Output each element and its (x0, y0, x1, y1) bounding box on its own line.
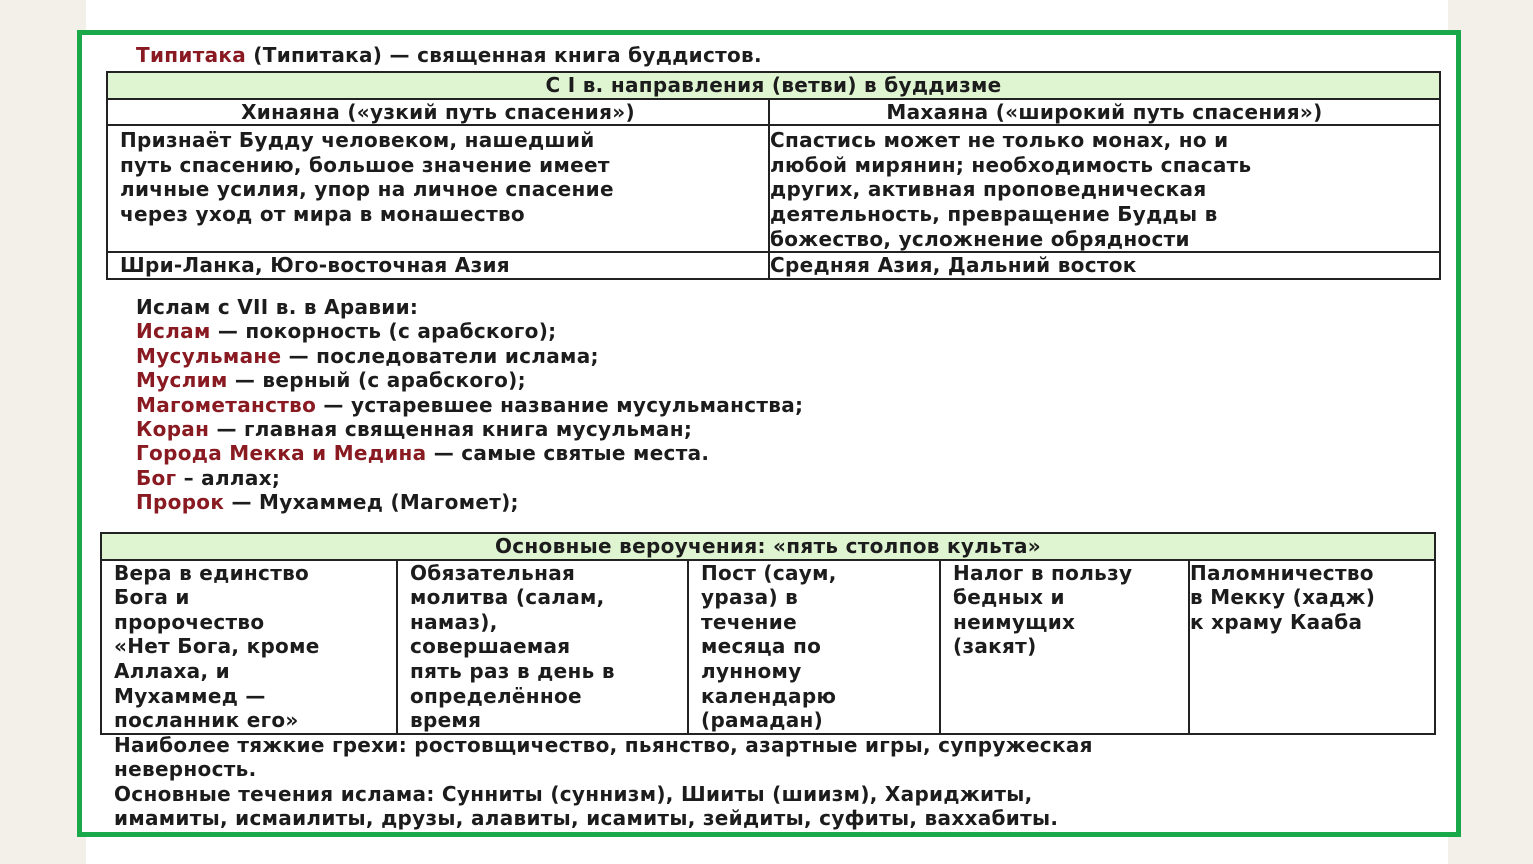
islam-def: — последователи ислама; (281, 343, 599, 368)
mahayana-title: Махаяна («широкий путь спасения») (769, 99, 1440, 126)
footer-line: неверность. (114, 757, 257, 782)
islam-def: — самые святые места. (426, 441, 710, 466)
desc-line: путь спасению, большое значение имеет (120, 152, 610, 177)
pillar-line: совершаемая (410, 634, 571, 659)
pillar-cell-hajj (1189, 560, 1435, 734)
islam-term: Ислам (136, 319, 211, 344)
islam-term: Муслим (136, 368, 228, 393)
pillar-line: Вера в единство (114, 560, 310, 585)
pillar-line: Аллаха, и (114, 658, 230, 683)
desc-line: личные усилия, упор на личное спасение (120, 177, 614, 202)
five-pillars-table (100, 532, 1436, 735)
desc-line: божество, усложнение обрядности (770, 226, 1190, 251)
islam-def: – аллах; (176, 465, 281, 490)
desc-line: любой мирянин; необходимость спасать (770, 152, 1252, 177)
pillar-line: неимущих (953, 609, 1076, 634)
pillar-cell-zakat (940, 560, 1189, 734)
intro-term: Типитака (136, 43, 247, 67)
footer-line: имамиты, исмаилиты, друзы, алавиты, исамиты, зейдиты, суфиты, ваххабиты. (114, 806, 1059, 831)
intro-rest: (Типитака) — священная книга буддистов. (246, 43, 762, 67)
pillar-line: месяца по (701, 634, 822, 659)
pillar-line: (рамадан) (701, 708, 824, 733)
document-frame (77, 30, 1461, 837)
desc-line: других, активная проповедническая (770, 177, 1207, 202)
islam-term: Мусульмане (136, 343, 282, 368)
pillar-line: лунному (701, 658, 802, 683)
pillar-line: намаз), (410, 609, 498, 634)
desc-line: Признаёт Будду человеком, нашедший (120, 128, 595, 153)
islam-heading: Ислам с VII в. в Аравии: (136, 295, 419, 319)
intro-line (136, 43, 762, 67)
islam-item (136, 466, 803, 490)
desc-line: Спастись может не только монах, но и (770, 128, 1229, 153)
pillar-line: определённое (410, 683, 582, 708)
islam-item (136, 393, 803, 417)
pillar-line: посланник его» (114, 708, 299, 733)
pillars-table-header: Основные вероучения: «пять столпов культа» (101, 533, 1435, 560)
hinayana-region: Шри-Ланка, Юго-восточная Азия (107, 252, 769, 279)
pillar-cell-faith (101, 560, 397, 734)
islam-def: — главная священная книга мусульман; (209, 417, 693, 442)
hinayana-title: Хинаяна («узкий путь спасения») (107, 99, 769, 126)
islam-def: — покорность (с арабского); (210, 319, 557, 344)
pillar-cell-prayer (397, 560, 688, 734)
islam-def: — устаревшее название мусульманства; (316, 392, 804, 417)
pillar-line: календарю (701, 683, 837, 708)
islam-item (136, 417, 803, 441)
pillar-line: Налог в пользу (953, 560, 1133, 585)
islam-term: Коран (136, 417, 210, 442)
document-content (82, 35, 1456, 832)
pillar-line: Пост (саум, (701, 560, 837, 585)
islam-item (136, 344, 803, 368)
footer-notes (114, 733, 1093, 831)
pillar-line: Обязательная (410, 560, 576, 585)
pillar-line: Мухаммед — (114, 683, 266, 708)
pillar-line: «Нет Бога, кроме (114, 634, 320, 659)
islam-term: Магометанство (136, 392, 317, 417)
pillar-line: пророчество (114, 609, 265, 634)
hinayana-description (107, 125, 769, 252)
islam-item (136, 368, 803, 392)
islam-def: — Мухаммед (Магомет); (224, 490, 519, 515)
islam-section (136, 295, 803, 515)
pillar-line: молитва (салам, (410, 585, 605, 610)
footer-line: Наиболее тяжкие грехи: ростовщичество, пьянство, азартные игры, супружеская (114, 733, 1093, 757)
mahayana-description (769, 125, 1440, 252)
pillar-line: к храму Кааба (1190, 609, 1363, 634)
desc-line: через уход от мира в монашество (120, 201, 525, 226)
pillar-line: в Мекку (хадж) (1190, 585, 1376, 610)
pillar-cell-fasting (688, 560, 940, 734)
pillar-line: ураза) в (701, 585, 799, 610)
buddhism-branches-table (106, 71, 1441, 280)
pillar-line: бедных и (953, 585, 1065, 610)
desc-line: деятельность, превращение Будды в (770, 201, 1218, 226)
islam-def: — верный (с арабского); (227, 368, 526, 393)
islam-item (136, 319, 803, 343)
islam-term: Пророк (136, 490, 225, 515)
footer-line: Основные течения ислама: Сунниты (суннизм), Шииты (шиизм), Хариджиты, (114, 781, 1033, 806)
pillar-line: Бога и (114, 585, 190, 610)
islam-term: Бог (136, 465, 177, 490)
islam-item (136, 490, 803, 514)
pillar-line: течение (701, 609, 797, 634)
pillar-line: Паломничество (1190, 560, 1374, 585)
pillar-line: пять раз в день в (410, 658, 615, 683)
pillar-line: (закят) (953, 634, 1037, 659)
islam-item (136, 441, 803, 465)
pillar-line: время (410, 708, 482, 733)
buddhism-table-header: С I в. направления (ветви) в буддизме (107, 72, 1440, 99)
mahayana-region: Средняя Азия, Дальний восток (769, 252, 1440, 279)
islam-term: Города Мекка и Медина (136, 441, 427, 466)
